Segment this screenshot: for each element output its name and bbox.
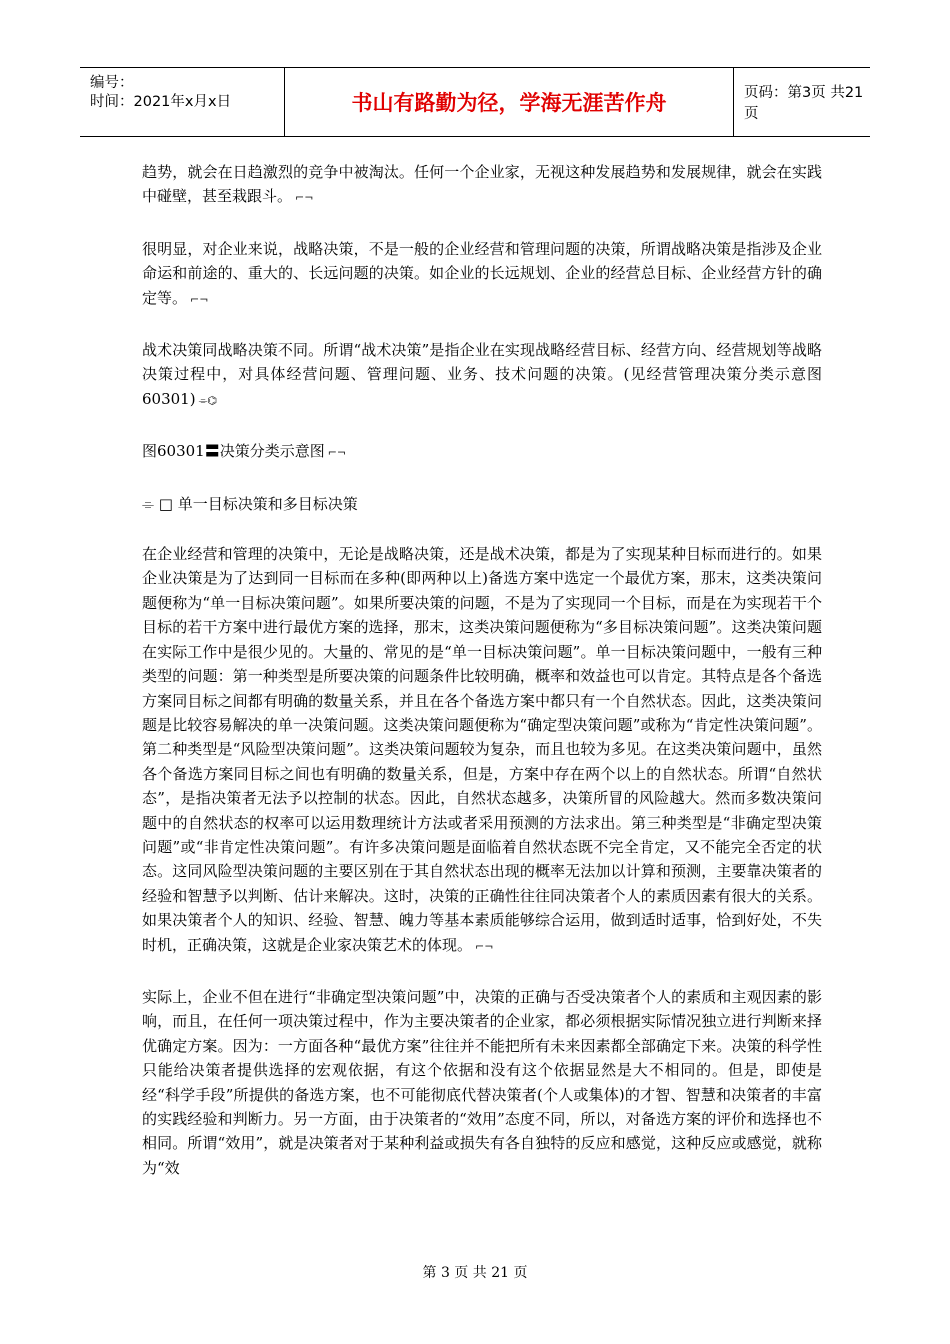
paragraph-mark-icon: ⌐¬	[327, 446, 347, 460]
page-footer: 第 3 页 共 21 页	[422, 1265, 528, 1281]
paragraph	[142, 542, 822, 959]
paragraph-mark-icon: ⌐¬	[295, 191, 314, 205]
paragraph-mark-icon: ⌐¬	[475, 939, 494, 953]
paragraph	[142, 338, 822, 413]
paragraph-text: 很明显，对企业来说，战略决策，不是一般的企业经营和管理问题的决策，所谓战略决策是指涉及企业命运和前途的、重大的、长远问题的决策。如企业的长远规划、企业的经营总目标、企业经营方针的确定等。	[142, 239, 822, 307]
paragraph-text: 趋势，就会在日趋激烈的竞争中被淘汰。任何一个企业家，无视这种发展趋势和发展规律，就会在实践中碰壁，甚至栽跟斗。	[142, 163, 822, 206]
page-header	[80, 67, 870, 137]
paragraph-mark-icon: ⌯⌬	[198, 393, 217, 407]
paragraph-mark-icon: ⌐¬	[190, 292, 209, 306]
document-number-label: 编号：	[90, 75, 134, 91]
section-heading	[142, 492, 822, 516]
paragraph	[142, 160, 822, 211]
paragraph-text: 在企业经营和管理的决策中，无论是战略决策，还是战术决策，都是为了实现某种目标而进行的。如果企业决策是为了达到同一目标而在多种(即两种以上)备选方案中选定一个最优方案，那末，这类决策问题便称为“单一目标决策问题”。如果所要决策的问题，不是为了实现同一个目标，而是在为实现若干个目标的若干方案中进行最优方案的选择，那末，这类决策问题便称为“多目标决策问题”。这类决策问题在实际工作中是很少见的。大量的、常见的是“单一目标决策问题”。单一目标决策问题中，一般有三种类型的问题：第一种类型是所要决策的问题条件比较明确，概率和效益也可以肯定。其特点是各个备选方案同目标之间都有明确的数量关系，并且在各个备选方案中都只有一个自然状态。因此，这类决策问题是比较容易解决的单一决策问题。这类决策问题便称为“确定型决策问题”或称为“肯定性决策问题”。第二种类型是“风险型决策问题”。这类决策问题较为复杂，而且也较为多见。在这类决策问题中，虽然各个备选方案同目标之间也有明确的数量关系，但是，方案中存在两个以上的自然状态。所谓“自然状态”，是指决策者无法予以控制的状态。因此，自然状态越多，决策所冒的风险越大。然而多数决策问题中的自然状态的权率可以运用数理统计方法或者采用预测的方法求出。第三种类型是“非确定型决策问题”或“非肯定性决策问题”。有许多决策问题是面临着自然状态既不完全肯定，又不能完全否定的状态。这同风险型决策问题的主要区别在于其自然状态出现的概率无法加以计算和预测，主要靠决策者的经验和智慧予以判断、估计来解决。这时，决策的正确性往往同决策者个人的素质因素有很大的关系。如果决策者个人的知识、经验、智慧、魄力等基本素质能够综合运用，做到适时适事，恰到好处，不失时机，正确决策，这就是企业家决策艺术的体现。	[142, 545, 822, 954]
header-motto: 书山有路勤为径，学海无涯苦作舟	[284, 68, 734, 136]
document-body	[142, 160, 822, 1206]
heading-text: ⌯ □ 单一目标决策和多目标决策	[142, 494, 358, 513]
header-page-number: 页码：第3页 共21页	[744, 85, 864, 122]
paragraph-text: 图60301〓决策分类示意图	[142, 442, 325, 461]
paragraph-text: 战术决策同战略决策不同。所谓“战术决策”是指企业在实现战略经营目标、经营方向、经营规划等战略决策过程中，对具体经营问题、管理问题、业务、技术问题的决策。(见经营管理决策分类示意图60301)	[142, 341, 822, 408]
header-meta	[90, 74, 280, 112]
paragraph	[142, 985, 822, 1180]
paragraph	[142, 237, 822, 312]
figure-caption	[142, 439, 822, 465]
paragraph-text: 实际上，企业不但在进行“非确定型决策问题”中，决策的正确与否受决策者个人的素质和主观因素的影响，而且，在任何一项决策过程中，作为主要决策者的企业家，都必须根据实际情况独立进行判断来择优确定方案。因为：一方面各种“最优方案”往往并不能把所有未来因素都全部确定下来。决策的科学性只能给决策者提供选择的宏观依据，有这个依据和没有这个依据显然是大不相同的。但是，即使是经“科学手段”所提供的备选方案，也不可能彻底代替决策者(个人或集体)的才智、智慧和决策者的丰富的实践经验和判断力。另一方面，由于决策者的“效用”态度不同，所以，对备选方案的评价和选择也不相同。所谓“效用”，就是决策者对于某种利益或损失有各自独特的反应和感觉，这种反应或感觉，就称为“效	[142, 987, 822, 1177]
document-time: 时间：2021年x月x日	[90, 94, 232, 110]
